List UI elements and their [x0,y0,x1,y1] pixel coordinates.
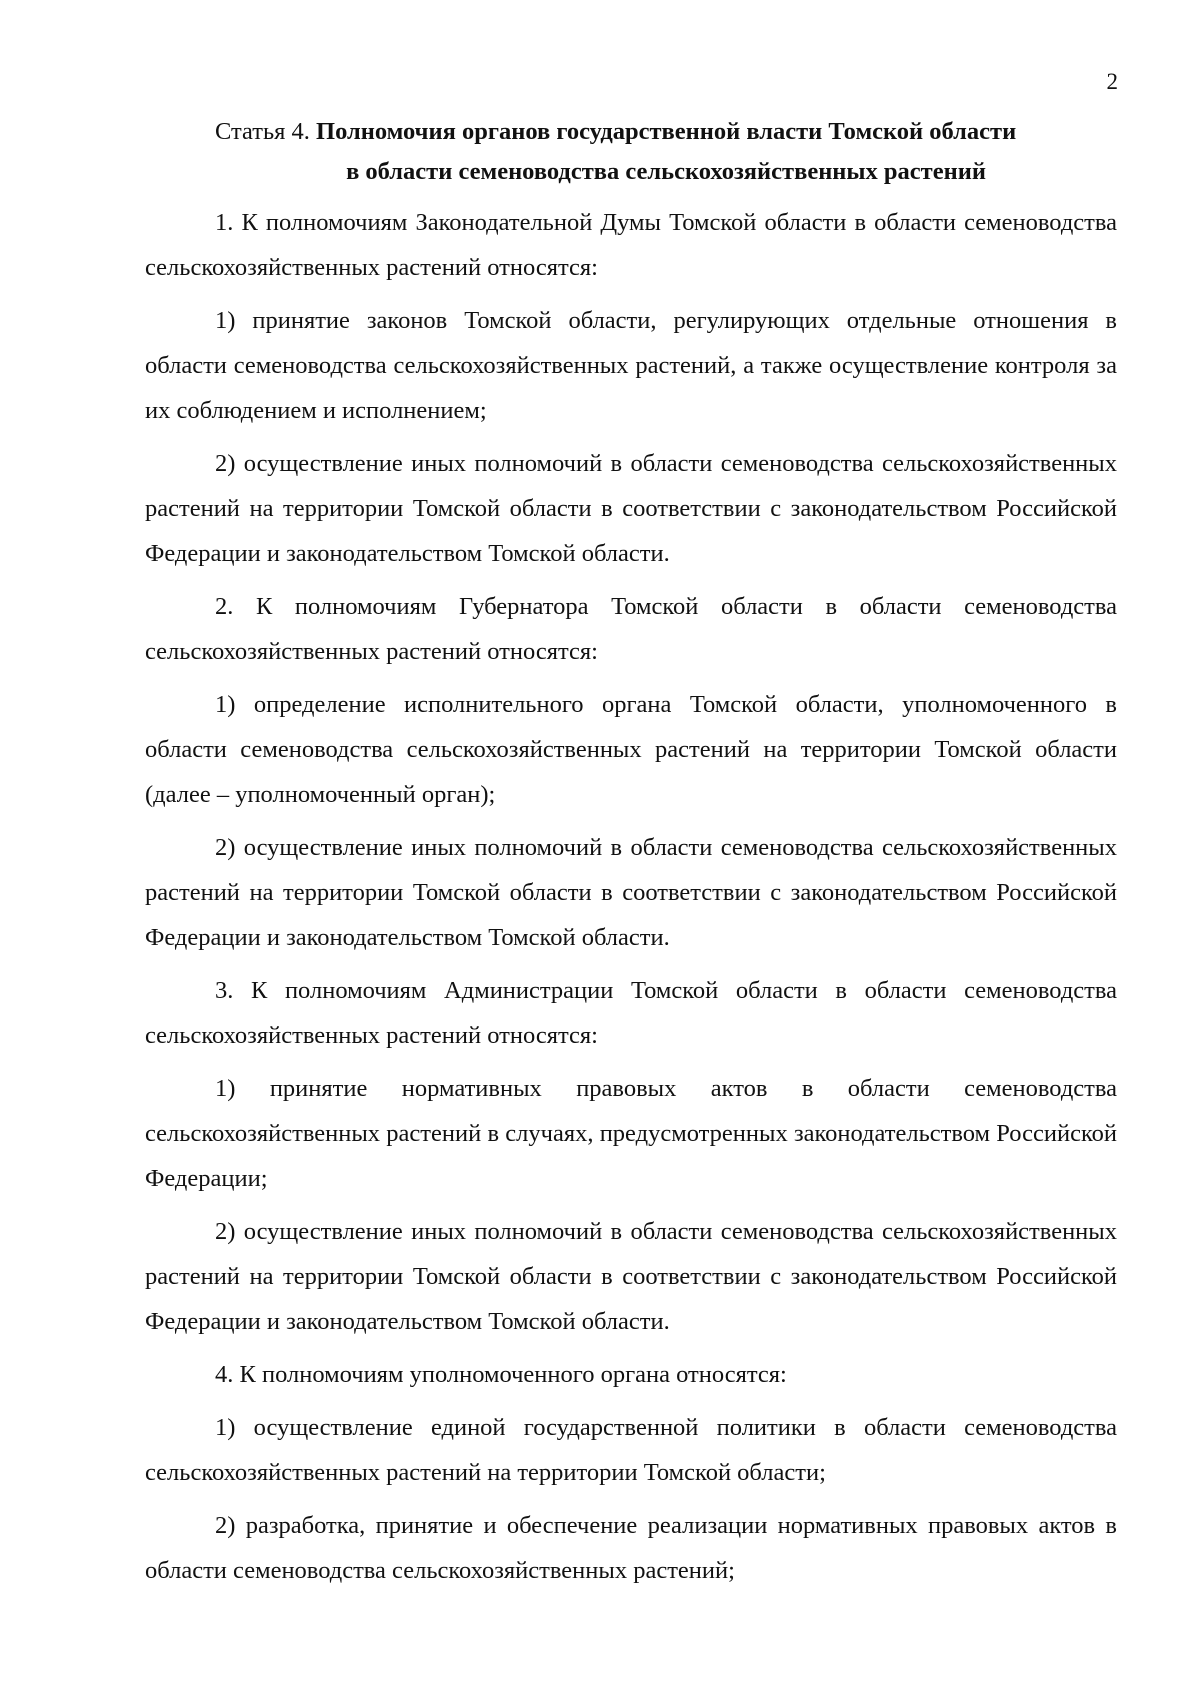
paragraph-3: 3. К полномочиям Администрации Томской области в области семеноводства сельскохозяйственных растений относятся: [145,977,1117,1049]
article-label: Статья 4. [215,118,310,145]
paragraph-1-item-1: 1) принятие законов Томской области, регулирующих отдельные отношения в области семеноводства сельскохозяйственных растений, а также осуществление контроля за их соблюдением и исполнением; [145,307,1117,424]
paragraph-2-item-2: 2) осуществление иных полномочий в области семеноводства сельскохозяйственных растений на территории Томской области в соответствии с законодательством Российской Федерации и законодательством Томской области. [145,834,1117,951]
paragraph-3-item-2: 2) осуществление иных полномочий в области семеноводства сельскохозяйственных растений на территории Томской области в соответствии с законодательством Российской Федерации и законодательством Томской области. [145,1218,1117,1335]
paragraph-1: 1. К полномочиям Законодательной Думы Томской области в области семеноводства сельскохозяйственных растений относятся: [145,209,1117,281]
article-heading-line-2: в области семеноводства сельскохозяйственных растений [346,158,986,185]
paragraph-1-item-2: 2) осуществление иных полномочий в области семеноводства сельскохозяйственных растений на территории Томской области в соответствии с законодательством Российской Федерации и законодательством Томской области. [145,450,1117,567]
article-heading-line-1: Полномочия органов государственной власти Томской области [316,118,1017,145]
paragraph-4-item-2: 2) разработка, принятие и обеспечение реализации нормативных правовых актов в области семеноводства сельскохозяйственных растений; [145,1512,1117,1584]
paragraph-2-item-1: 1) определение исполнительного органа Томской области, уполномоченного в области семеноводства сельскохозяйственных растений на территории Томской области (далее – уполномоченный орган); [145,691,1117,808]
paragraph-2: 2. К полномочиям Губернатора Томской области в области семеноводства сельскохозяйственных растений относятся: [145,593,1117,665]
paragraph-4-item-1: 1) осуществление единой государственной политики в области семеноводства сельскохозяйственных растений на территории Томской области; [145,1414,1117,1486]
page-number: 2 [1106,69,1118,94]
paragraph-3-item-1: 1) принятие нормативных правовых актов в области семеноводства сельскохозяйственных растений в случаях, предусмотренных законодательством Российской Федерации; [145,1075,1117,1192]
article-title [145,112,1117,152]
paragraph-4: 4. К полномочиям уполномоченного органа относятся: [215,1361,787,1388]
article-4 [145,112,1117,1601]
